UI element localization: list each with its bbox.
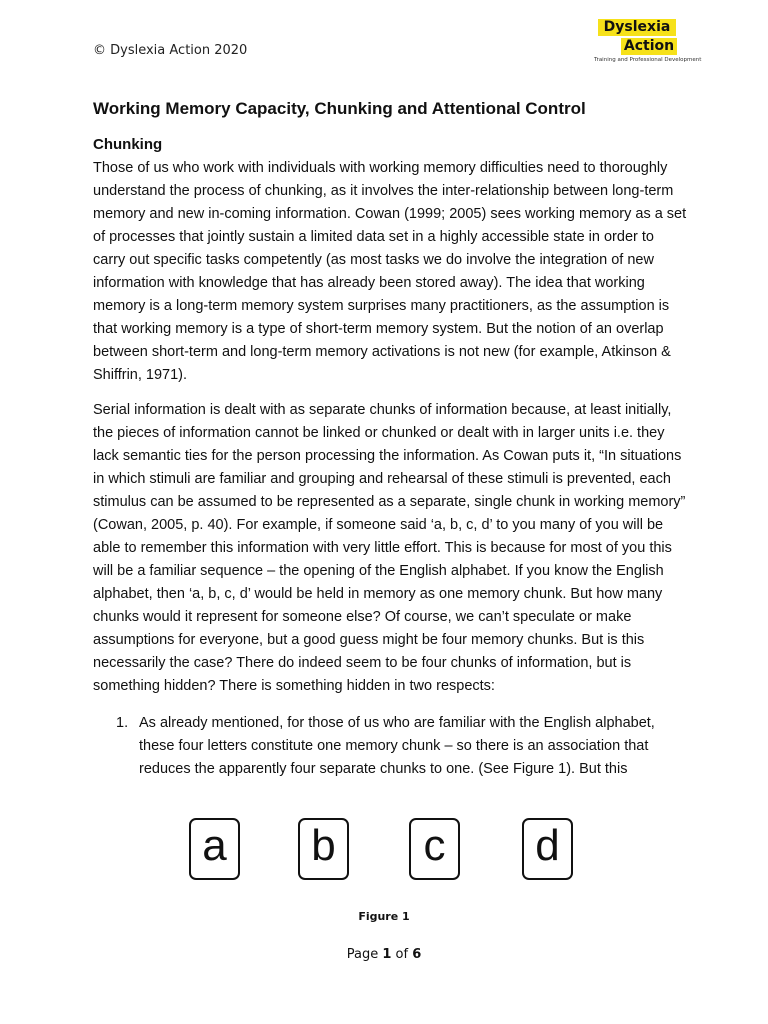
- figure-letter-box-c: c: [409, 818, 460, 880]
- figure-letter-box-d: d: [522, 818, 573, 880]
- list-item-line: reduces the apparently four separate chunks to one. (See Figure 1). But this: [139, 761, 628, 777]
- list-item-line: these four letters constitute one memory chunk – so there is an association that: [139, 738, 649, 754]
- paragraph-line: the pieces of information cannot be linked or chunked or dealt with in larger units i.e. they: [93, 425, 665, 441]
- paragraph-line: assumptions for everyone, but a good guess might be four memory chunks. But is this: [93, 632, 645, 648]
- list-item-number: 1.: [116, 715, 129, 731]
- paragraph-line: of processes that jointly sustain a limited data set in a highly accessible state in order to: [93, 229, 654, 245]
- paragraph-line: stimulus can be assumed to be represented as a separate, single chunk in working memory”: [93, 494, 686, 510]
- paragraph-line: information with knowledge that has already been stored away). The idea that working: [93, 275, 645, 291]
- paragraph-line: memory and new in-coming information. Cowan (1999; 2005) sees working memory as a set: [93, 206, 687, 222]
- paragraph-line: carry out specific tasks competently (as most tasks we do involve the integration of new: [93, 252, 654, 268]
- paragraph-2: [93, 399, 686, 698]
- document-title: Working Memory Capacity, Chunking and Attentional Control: [93, 99, 586, 118]
- paragraph-line: necessarily the case? There do indeed seem to be four chunks of information, but is: [93, 655, 632, 671]
- copyright-notice: © Dyslexia Action 2020: [93, 43, 248, 58]
- paragraph-line: Those of us who work with individuals with working memory difficulties need to thoroughly: [93, 160, 668, 176]
- current-page: 1: [382, 947, 392, 962]
- list-item-text: [139, 712, 684, 781]
- paragraph-line: that working memory is a type of short-term memory system. But the notion of an overlap: [93, 321, 664, 337]
- paragraph-line: will be a familiar sequence – the opening of the English alphabet. If you know the English: [93, 563, 664, 579]
- paragraph-line: lack semantic ties for the person processing the information. As Cowan puts it, “In situations: [93, 448, 682, 464]
- figure-letter-box-b: b: [298, 818, 349, 880]
- logo-text-dyslexia: Dyslexia: [598, 19, 676, 36]
- paragraph-1: [93, 157, 687, 387]
- page-of: of: [391, 947, 413, 962]
- logo-text-action: Action: [621, 38, 677, 55]
- paragraph-line: something hidden? There is something hidden in two respects:: [93, 678, 495, 694]
- logo-tagline: Training and Professional Development: [594, 57, 702, 63]
- paragraph-line: chunks would it represent for someone else? Of course, we can’t speculate or make: [93, 609, 632, 625]
- page-number: [0, 947, 768, 962]
- paragraph-line: able to remember this information with very little effort. This is because for most of you this: [93, 540, 672, 556]
- paragraph-line: understand the process of chunking, as it involves the inter-relationship between long-term: [93, 183, 674, 199]
- total-pages: 6: [412, 947, 422, 962]
- figure-letter-box-a: a: [189, 818, 240, 880]
- paragraph-line: Shiffrin, 1971).: [93, 367, 188, 383]
- figure-caption: Figure 1: [358, 910, 410, 923]
- paragraph-line: between short-term and long-term memory activations is not new (for example, Atkinson &: [93, 344, 671, 360]
- paragraph-line: Serial information is dealt with as separate chunks of information because, at least initially,: [93, 402, 672, 418]
- list-item-line: As already mentioned, for those of us who are familiar with the English alphabet,: [139, 715, 655, 731]
- page-prefix: Page: [346, 947, 383, 962]
- paragraph-line: in which stimuli are familiar and grouping and rehearsal of these stimuli is prevented, each: [93, 471, 671, 487]
- paragraph-line: (Cowan, 2005, p. 40). For example, if someone said ‘a, b, c, d’ to you many of you will be: [93, 517, 664, 533]
- dyslexia-action-logo: [591, 19, 702, 65]
- section-heading-chunking: Chunking: [93, 136, 163, 153]
- paragraph-line: alphabet, then ‘a, b, c, d’ would be held in memory as one memory chunk. But how many: [93, 586, 663, 602]
- paragraph-line: memory is a long-term memory system surprises many practitioners, as the assumption is: [93, 298, 670, 314]
